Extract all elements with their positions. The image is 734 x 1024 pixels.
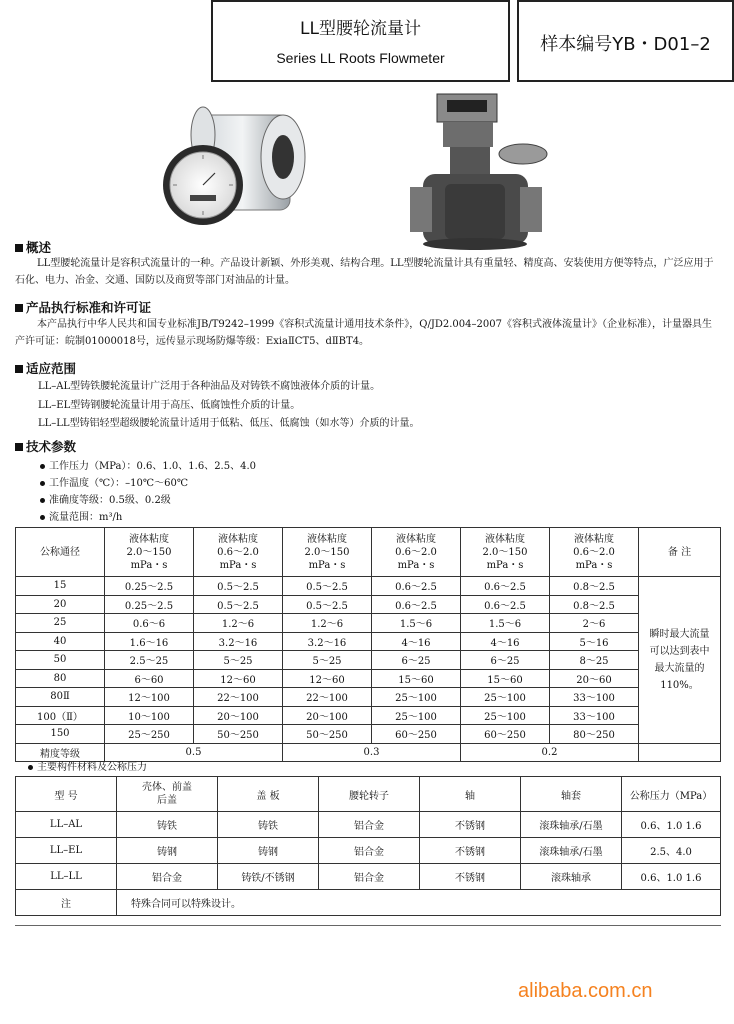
flow-range-cell: 1.2～6 xyxy=(194,614,283,633)
flow-range-cell: 6～25 xyxy=(372,651,461,670)
flow-range-cell: 2～6 xyxy=(550,614,639,633)
scope-item: LL–AL型铸铁腰轮流量计广泛用于各种油品及对铸铁不腐蚀液体介质的计量。 xyxy=(38,381,381,392)
diameter-cell: 80 xyxy=(16,669,105,688)
flow-range-cell: 1.6～16 xyxy=(105,632,194,651)
flowmeter-photo-dial xyxy=(135,95,315,230)
table-row xyxy=(16,838,721,864)
flow-range-cell: 12～100 xyxy=(105,688,194,707)
materials-table xyxy=(15,776,721,916)
table-row xyxy=(16,595,721,614)
square-bullet-icon xyxy=(15,365,23,373)
material-cell: 滚珠轴承/石墨 xyxy=(521,838,622,864)
flow-range-cell: 15～60 xyxy=(461,669,550,688)
bullet-dot-icon xyxy=(40,464,45,469)
flow-range-cell: 15～60 xyxy=(372,669,461,688)
diameter-cell: 100（Ⅱ） xyxy=(16,706,105,725)
accuracy-value: 0.2 xyxy=(461,743,639,762)
table-header-cell: 盖 板 xyxy=(218,777,319,812)
model-cell: LL–LL xyxy=(16,864,117,890)
table-row xyxy=(16,651,721,670)
table-row xyxy=(16,706,721,725)
material-cell: 滚珠轴承/石墨 xyxy=(521,812,622,838)
param-item: 流量范围：m³/h xyxy=(40,508,122,523)
flow-range-cell: 1.5～6 xyxy=(461,614,550,633)
flow-range-cell: 0.8～2.5 xyxy=(550,595,639,614)
table-row xyxy=(16,725,721,744)
flow-range-cell: 25～100 xyxy=(461,706,550,725)
note-text: 特殊合同可以特殊设计。 xyxy=(117,890,721,916)
flow-range-cell: 1.5～6 xyxy=(372,614,461,633)
flow-range-cell: 2.5～25 xyxy=(105,651,194,670)
material-cell: 铝合金 xyxy=(319,838,420,864)
flow-range-cell: 80～250 xyxy=(550,725,639,744)
flow-range-table xyxy=(15,527,721,762)
flow-range-cell: 0.6～2.5 xyxy=(372,595,461,614)
title-box xyxy=(211,0,510,82)
flow-range-cell: 20～60 xyxy=(550,669,639,688)
material-cell: 铸铁 xyxy=(218,812,319,838)
table-row xyxy=(16,614,721,633)
note-label: 注 xyxy=(16,890,117,916)
flow-range-cell: 25～100 xyxy=(461,688,550,707)
table-header-cell: 液体粘度 2.0～150 mPa・s xyxy=(283,528,372,577)
watermark: alibaba.com.cn xyxy=(518,980,653,1002)
standard-text: 本产品执行中华人民共和国专业标准JB/T9242–1999《容积式流量计通用技术条件》，Q/JD2.004–2007《容积式液体流量计》（企业标准），计量器具生产许可证：皖制01000018号，远传显示现场防爆等级：ExiaⅡCT5、dⅡBT4。 xyxy=(15,319,712,347)
section-scope-title: 适应范围 xyxy=(15,359,76,377)
table-row xyxy=(16,864,721,890)
table-header-cell: 公称压力（MPa） xyxy=(622,777,721,812)
note-row xyxy=(16,890,721,916)
section-params-title: 技术参数 xyxy=(15,437,76,455)
material-cell: 铸铁/不锈钢 xyxy=(218,864,319,890)
flow-range-cell: 1.2～6 xyxy=(283,614,372,633)
table-header-cell: 液体粘度 2.0～150 mPa・s xyxy=(461,528,550,577)
diameter-cell: 25 xyxy=(16,614,105,633)
flow-range-cell: 8～25 xyxy=(550,651,639,670)
flow-range-cell: 22～100 xyxy=(194,688,283,707)
diameter-cell: 80Ⅱ xyxy=(16,688,105,707)
flow-range-cell: 12～60 xyxy=(194,669,283,688)
flow-range-cell: 0.25～2.5 xyxy=(105,595,194,614)
table-header-cell: 公称通径 xyxy=(16,528,105,577)
bullet-dot-icon xyxy=(40,515,45,520)
flow-range-cell: 5～25 xyxy=(194,651,283,670)
square-bullet-icon xyxy=(15,304,23,312)
scope-item: LL–LL型铸铝轻型超级腰轮流量计适用于低粘、低压、低腐蚀（如水等）介质的计量。 xyxy=(38,418,420,429)
table-header-row xyxy=(16,528,721,577)
flow-range-cell: 6～25 xyxy=(461,651,550,670)
table-header-cell: 型 号 xyxy=(16,777,117,812)
overview-text: LL型腰轮流量计是容积式流量计的一种。产品设计新颖、外形美观、结构合理。LL型腰轮流量计具有重量轻、精度高、安装使用方便等特点，广泛应用于石化、电力、冶金、交通、国防以及商贸等部门对油品的计量。 xyxy=(15,258,714,286)
table-row xyxy=(16,669,721,688)
flow-range-cell: 25～100 xyxy=(372,688,461,707)
flow-range-cell: 0.6～6 xyxy=(105,614,194,633)
table-header-cell: 液体粘度 0.6～2.0 mPa・s xyxy=(372,528,461,577)
accuracy-value: 0.3 xyxy=(283,743,461,762)
material-cell: 不锈钢 xyxy=(420,812,521,838)
flow-range-cell: 0.5～2.5 xyxy=(283,577,372,596)
flow-range-cell: 4～16 xyxy=(372,632,461,651)
flow-range-cell: 0.5～2.5 xyxy=(283,595,372,614)
diameter-cell: 50 xyxy=(16,651,105,670)
accuracy-label: 精度等级 xyxy=(16,743,105,762)
footer-divider xyxy=(15,925,721,926)
table-row xyxy=(16,632,721,651)
flow-range-cell: 60～250 xyxy=(461,725,550,744)
flow-range-cell: 22～100 xyxy=(283,688,372,707)
bullet-dot-icon xyxy=(40,498,45,503)
flow-range-cell: 0.8～2.5 xyxy=(550,577,639,596)
model-cell: LL–EL xyxy=(16,838,117,864)
section-standard-title: 产品执行标准和许可证 xyxy=(15,298,151,316)
square-bullet-icon xyxy=(15,443,23,451)
material-cell: 2.5、4.0 xyxy=(622,838,721,864)
material-cell: 铸钢 xyxy=(117,838,218,864)
flow-range-cell: 10～100 xyxy=(105,706,194,725)
table-header-cell: 液体粘度 2.0～150 mPa・s xyxy=(105,528,194,577)
flow-range-cell: 0.5～2.5 xyxy=(194,577,283,596)
table-row xyxy=(16,577,721,596)
flow-range-cell: 0.5～2.5 xyxy=(194,595,283,614)
material-cell: 铝合金 xyxy=(319,864,420,890)
sample-number: 样本编号YB・D01–2 xyxy=(540,34,711,55)
table-header-cell: 壳体、前盖 后盖 xyxy=(117,777,218,812)
sample-number-box xyxy=(517,0,734,82)
flow-range-cell: 50～250 xyxy=(194,725,283,744)
bullet-dot-icon xyxy=(28,765,33,770)
flow-range-cell: 33～100 xyxy=(550,706,639,725)
scope-item: LL–EL型铸钢腰轮流量计用于高压、低腐蚀性介质的计量。 xyxy=(38,400,301,411)
flow-range-cell: 5～25 xyxy=(283,651,372,670)
table-header-cell: 备 注 xyxy=(639,528,721,577)
material-cell: 不锈钢 xyxy=(420,838,521,864)
material-cell: 0.6、1.0 1.6 xyxy=(622,864,721,890)
flow-range-cell: 60～250 xyxy=(372,725,461,744)
materials-title: 主要构件材料及公称压力 xyxy=(28,758,147,773)
table-header-cell: 轴 xyxy=(420,777,521,812)
flow-range-cell: 0.25～2.5 xyxy=(105,577,194,596)
material-cell: 0.6、1.0 1.6 xyxy=(622,812,721,838)
flow-range-cell: 33～100 xyxy=(550,688,639,707)
flow-range-cell: 12～60 xyxy=(283,669,372,688)
model-cell: LL–AL xyxy=(16,812,117,838)
flow-range-cell: 0.6～2.5 xyxy=(461,595,550,614)
table-header-cell: 腰轮转子 xyxy=(319,777,420,812)
param-item: 准确度等级：0.5级、0.2级 xyxy=(40,491,171,506)
diameter-cell: 20 xyxy=(16,595,105,614)
table-header-cell: 液体粘度 0.6～2.0 mPa・s xyxy=(194,528,283,577)
flow-range-cell: 6～60 xyxy=(105,669,194,688)
diameter-cell: 150 xyxy=(16,725,105,744)
table-row xyxy=(16,688,721,707)
diameter-cell: 15 xyxy=(16,577,105,596)
square-bullet-icon xyxy=(15,244,23,252)
diameter-cell: 40 xyxy=(16,632,105,651)
flow-range-cell: 3.2～16 xyxy=(283,632,372,651)
flow-range-cell: 20～100 xyxy=(283,706,372,725)
bullet-dot-icon xyxy=(40,481,45,486)
flowmeter-photo-counter xyxy=(405,92,550,252)
remark-cell: 瞬时最大流量可以达到表中最大流量的110%。 xyxy=(639,577,721,744)
title-en: Series LL Roots Flowmeter xyxy=(276,50,445,66)
table-header-cell: 轴套 xyxy=(521,777,622,812)
param-item: 工作压力（MPa）：0.6、1.0、1.6、2.5、4.0 xyxy=(40,457,256,472)
flow-range-cell: 4～16 xyxy=(461,632,550,651)
material-cell: 铸钢 xyxy=(218,838,319,864)
material-cell: 滚珠轴承 xyxy=(521,864,622,890)
accuracy-value: 0.5 xyxy=(105,743,283,762)
table-header-row xyxy=(16,777,721,812)
flow-range-cell: 0.6～2.5 xyxy=(461,577,550,596)
flow-range-cell: 5～16 xyxy=(550,632,639,651)
flow-range-cell: 25～100 xyxy=(372,706,461,725)
param-item: 工作温度（℃）：–10℃～60℃ xyxy=(40,474,188,489)
material-cell: 不锈钢 xyxy=(420,864,521,890)
table-header-cell: 液体粘度 0.6～2.0 mPa・s xyxy=(550,528,639,577)
empty-cell xyxy=(639,743,721,762)
flow-range-cell: 20～100 xyxy=(194,706,283,725)
material-cell: 铝合金 xyxy=(117,864,218,890)
flow-range-cell: 25～250 xyxy=(105,725,194,744)
material-cell: 铸铁 xyxy=(117,812,218,838)
table-row xyxy=(16,812,721,838)
flow-range-cell: 3.2～16 xyxy=(194,632,283,651)
material-cell: 铝合金 xyxy=(319,812,420,838)
flow-range-cell: 0.6～2.5 xyxy=(372,577,461,596)
title-cn: LL型腰轮流量计 xyxy=(300,19,421,39)
flow-range-cell: 50～250 xyxy=(283,725,372,744)
section-overview-title: 概述 xyxy=(15,238,51,256)
